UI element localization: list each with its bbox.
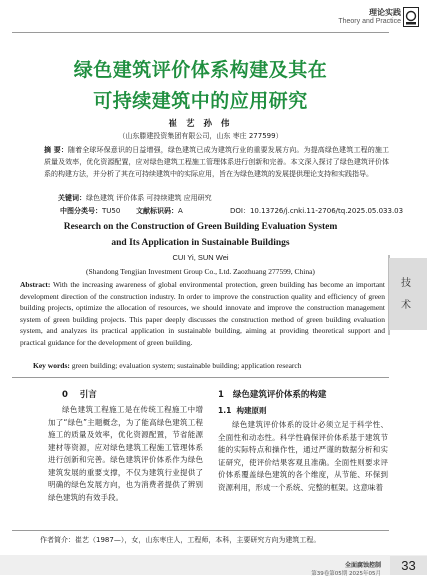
side-tab-char-2: 术 [401, 300, 411, 311]
affiliation-cn: （山东滕建投资集团有限公司，山东 枣庄 277599） [118, 132, 283, 140]
doi-label: DOI： [230, 207, 250, 215]
abstract-cn [44, 144, 389, 180]
clc-label: 中图分类号： [60, 207, 102, 215]
keywords-cn-text: 绿色建筑 评价体系 可持续建筑 应用研究 [86, 194, 212, 202]
subsection-1-1-title: 构建原则 [236, 406, 267, 415]
clc-value: TU50 [102, 207, 121, 215]
section-0-number: 0 [62, 390, 68, 400]
side-tab-char-1: 技 [401, 278, 411, 289]
magazine-name: 全面腐蚀控制 [344, 562, 381, 569]
magazine-logo-icon [403, 7, 419, 27]
english-title-line2: and Its Application in Sustainable Buildings [111, 238, 290, 248]
section-0-title: 引言 [79, 390, 97, 400]
side-tab [389, 258, 427, 330]
page-number: 33 [390, 556, 427, 575]
abstract-en-label: Abstract: [20, 280, 51, 289]
article-title-line1: 绿色建筑评价体系构建及其在 [73, 59, 328, 81]
author-note: 作者简介：崔艺（1987—），女，山东枣庄人，工程师，本科，主要研究方向为建筑工程。 [40, 536, 321, 544]
document-code [136, 206, 183, 216]
keywords-cn [58, 193, 212, 203]
section-1-title: 绿色建筑评价体系的构建 [232, 390, 327, 400]
subsection-1-1-number: 1.1 [218, 406, 232, 415]
section-0-heading [62, 388, 97, 400]
authors-en: CUI Yi, SUN Wei [172, 253, 229, 262]
dc-label: 文献标识码： [136, 207, 178, 215]
section-rule [12, 377, 389, 378]
column-title-en: Theory and Practice [338, 18, 401, 25]
section-1-heading [218, 388, 326, 400]
abstract-cn-label: 摘 要： [44, 146, 68, 154]
section-1-number: 1 [218, 390, 224, 400]
header-rule [12, 32, 389, 33]
english-title-line1: Research on the Construction of Green Building Evaluation System [63, 222, 338, 232]
keywords-en-label: Key words: [33, 361, 70, 370]
abstract-en [20, 279, 385, 349]
keywords-en [33, 361, 388, 370]
abstract-cn-text: 随着全球环保意识的日益增强，绿色建筑已成为建筑行业的重要发展方向。为提高绿色建筑工程的施工质量及效率，优化资源配置，应对绿色建筑工程施工管理体系进行创新和完善。本文深入探讨了绿色建筑评价体系的构建方法，并分析了其在可持续建筑中的实际应用，旨在为绿色建筑的发展提供理论支持和实践指导。 [44, 146, 389, 178]
keywords-cn-label: 关键词： [58, 194, 86, 202]
clc-number [60, 206, 120, 216]
keywords-en-text: green building; evaluation system; sustainable building; application research [71, 361, 302, 370]
abstract-en-text: With the increasing awareness of global environmental protection, green building has become an important development direction of the construction industry. In order to improve the construction quality and efficiency of green building projects, optimize the allocation of resources, we should innovate and improve the construction management system of green building projects. This paper deeply discusses the construction method of green building evaluation system, and analyzes its practical application in sustainable building, aiming at providing theoretical support and practical guidance for the development of green building. [20, 280, 385, 347]
footnote-rule [12, 530, 389, 531]
dc-value: A [178, 207, 183, 215]
authors-cn: 崔 艺 孙 伟 [168, 119, 233, 129]
column-title-cn: 理论实践 [369, 8, 401, 17]
article-title-line2: 可持续建筑中的应用研究 [93, 90, 308, 112]
doi-value: 10.13726/j.cnki.11-2706/tq.2025.05.033.03 [249, 207, 404, 215]
affiliation-en: (Shandong Tengjian Investment Group Co., Ltd. Zaozhuang 277599, China) [86, 267, 315, 276]
section-1-body: 绿色建筑评价体系的设计必须立足于科学性、全面性和动态性。科学性确保评价体系基于建筑节能的实际特点和操作性，通过严谨的数据分析和实证研究，使评价结果客观且准确。全面性则要求评价体系覆盖绿色建筑的各个维度，从节能、环保到资源利用，形成一个系统、完整的框架。这意味着 [218, 420, 388, 492]
doi [230, 206, 403, 216]
section-0-body: 绿色建筑工程施工是在传统工程施工中增加了“绿色”主题概念，为了能高绿色建筑工程施工的质量及效率，优化资源配置，节省能源建材等资源，应对绿色建筑工程施工管理体系进行创新和完善。绿色建筑评价体系作为绿色建筑发展的重要支撑，不仅为建筑行业提供了明确的绿色发展方向，也为消费者提供了辨别绿色建筑的有效手段。 [48, 405, 203, 502]
subsection-1-1-heading [218, 405, 267, 416]
issue-info: 第39卷第05期 2025年05月 [311, 571, 381, 577]
